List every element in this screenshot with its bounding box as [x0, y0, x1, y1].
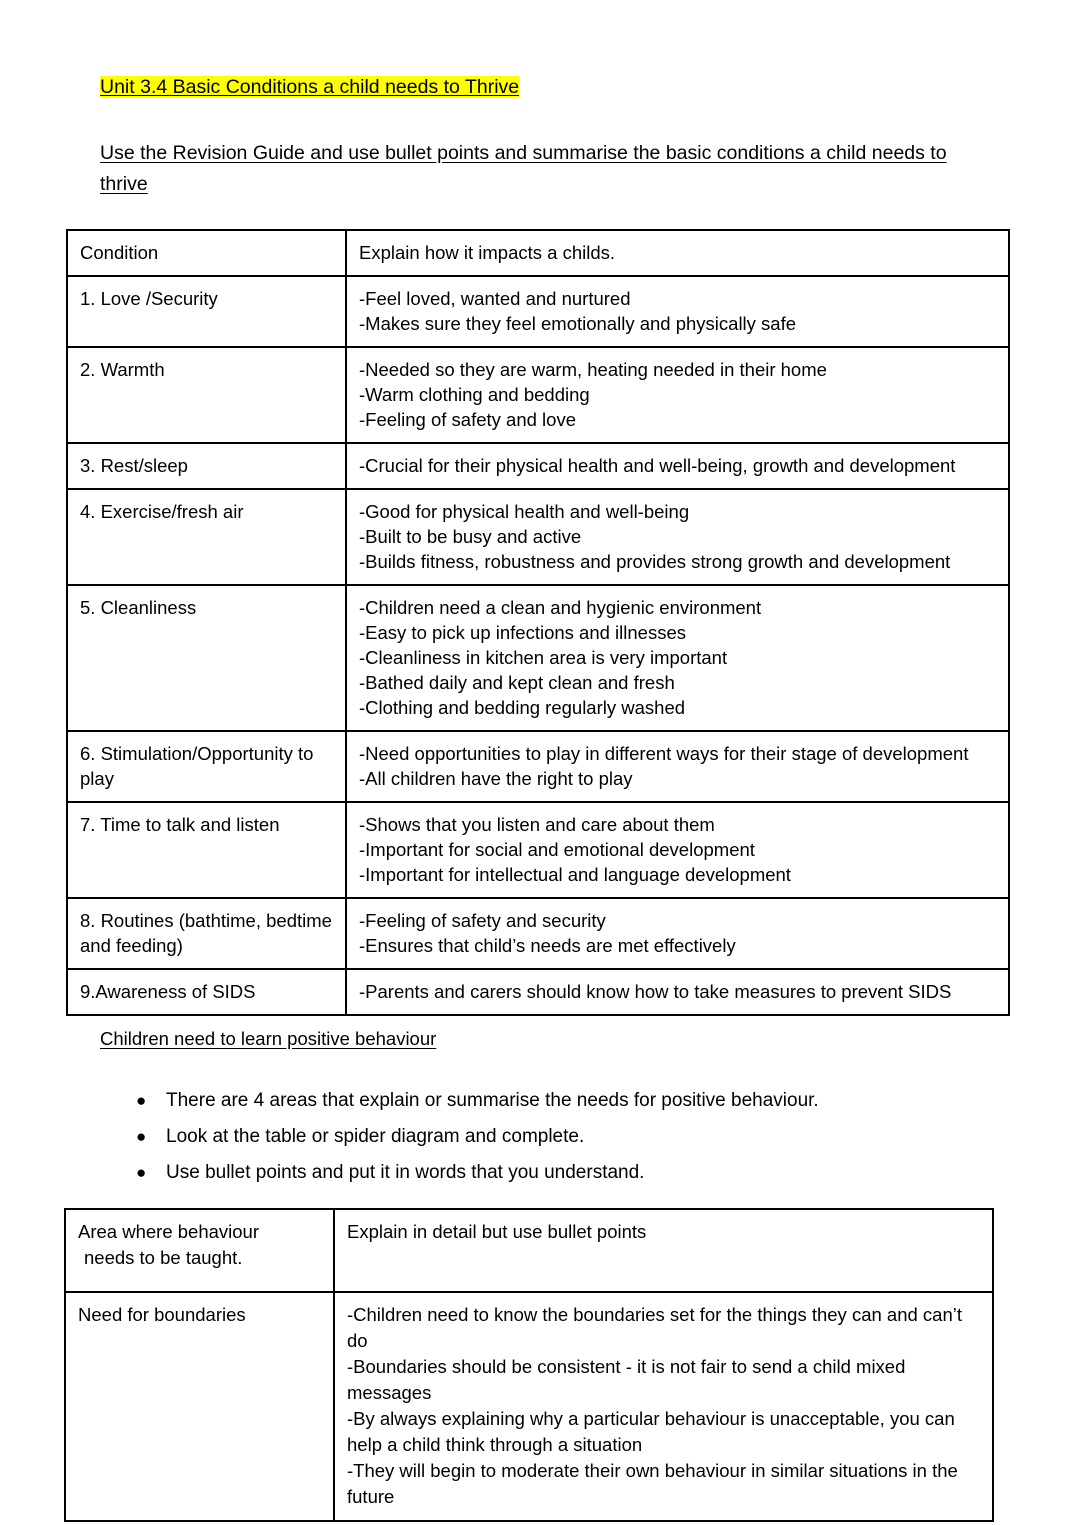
conditions-table — [66, 229, 1010, 1016]
condition-name: 8. Routines (bathtime, bedtime and feeding) — [67, 898, 346, 969]
bullet-dot-icon: ● — [136, 1163, 147, 1182]
table-row — [67, 731, 1009, 802]
table-row — [67, 276, 1009, 347]
impact-line: -Builds fitness, robustness and provides strong growth and development — [359, 551, 951, 572]
condition-name: 6. Stimulation/Opportunity to play — [67, 731, 346, 802]
intro-instruction: Use the Revision Guide and use bullet points and summarise the basic conditions a child needs to thrive — [100, 142, 947, 195]
page-title: Unit 3.4 Basic Conditions a child needs to Thrive — [100, 76, 520, 98]
detail-line: -By always explaining why a particular behaviour is unacceptable, you can help a child think through a situation — [347, 1408, 960, 1455]
impact-line: -Built to be busy and active — [359, 526, 582, 547]
condition-impact — [346, 489, 1009, 585]
behaviour-table — [64, 1208, 994, 1522]
list-item-label: There are 4 areas that explain or summarise the needs for positive behaviour. — [166, 1090, 819, 1111]
instruction-bullet-list — [136, 1088, 986, 1196]
list-item-label: Use bullet points and put it in words that you understand. — [166, 1162, 645, 1183]
list-item — [136, 1124, 986, 1150]
table-row — [67, 443, 1009, 489]
impact-line: -All children have the right to play — [359, 768, 633, 789]
table-header-row — [65, 1209, 993, 1292]
table-row — [65, 1292, 993, 1521]
list-item-label: Look at the table or spider diagram and complete. — [166, 1126, 585, 1147]
condition-impact — [346, 969, 1009, 1015]
condition-impact — [346, 443, 1009, 489]
table-header-row — [67, 230, 1009, 276]
detail-line: -Boundaries should be consistent - it is not fair to send a child mixed messages — [347, 1356, 911, 1403]
condition-name: 4. Exercise/fresh air — [67, 489, 346, 585]
subheading-container — [100, 1026, 436, 1052]
condition-name: 2. Warmth — [67, 347, 346, 443]
behaviour-detail — [334, 1292, 993, 1521]
impact-line: -Clothing and bedding regularly washed — [359, 697, 686, 718]
impact-line: -Feeling of safety and love — [359, 409, 576, 430]
column-header-area-line: needs to be taught. — [84, 1247, 243, 1268]
condition-impact — [346, 731, 1009, 802]
impact-line: -Bathed daily and kept clean and fresh — [359, 672, 675, 693]
column-header-detail: Explain in detail but use bullet points — [334, 1209, 993, 1292]
impact-line: -Feel loved, wanted and nurtured — [359, 288, 631, 309]
impact-line: -Warm clothing and bedding — [359, 384, 590, 405]
behaviour-area-name: Need for boundaries — [65, 1292, 334, 1521]
column-header-condition: Condition — [67, 230, 346, 276]
table-row — [67, 347, 1009, 443]
condition-impact — [346, 898, 1009, 969]
impact-line: -Important for social and emotional development — [359, 839, 755, 860]
column-header-area — [65, 1209, 334, 1292]
impact-line: -Easy to pick up infections and illnesses — [359, 622, 687, 643]
table-row — [67, 898, 1009, 969]
column-header-area-line: Area where behaviour — [78, 1221, 259, 1242]
condition-name: 5. Cleanliness — [67, 585, 346, 731]
condition-name: 3. Rest/sleep — [67, 443, 346, 489]
condition-name: 9.Awareness of SIDS — [67, 969, 346, 1015]
bullet-dot-icon: ● — [136, 1091, 147, 1110]
detail-line: -They will begin to moderate their own behaviour in similar situations in the future — [347, 1460, 963, 1507]
detail-line: -Children need to know the boundaries set for the things they can and can’t do — [347, 1304, 968, 1351]
condition-name: 7. Time to talk and listen — [67, 802, 346, 898]
condition-impact — [346, 276, 1009, 347]
impact-line: -Cleanliness in kitchen area is very important — [359, 647, 728, 668]
impact-line: -Need opportunities to play in different ways for their stage of development — [359, 743, 969, 764]
impact-line: -Ensures that child’s needs are met effectively — [359, 935, 736, 956]
table-row — [67, 969, 1009, 1015]
page-title-container — [100, 74, 519, 100]
column-header-impact: Explain how it impacts a childs. — [346, 230, 1009, 276]
condition-impact — [346, 802, 1009, 898]
condition-impact — [346, 585, 1009, 731]
impact-line: -Parents and carers should know how to take measures to prevent SIDS — [359, 981, 952, 1002]
impact-line: -Needed so they are warm, heating needed in their home — [359, 359, 827, 380]
impact-line: -Children need a clean and hygienic environment — [359, 597, 762, 618]
bullet-dot-icon: ● — [136, 1127, 147, 1146]
impact-line: -Crucial for their physical health and well-being, growth and development — [359, 455, 956, 476]
impact-line: -Feeling of safety and security — [359, 910, 606, 931]
table-row — [67, 489, 1009, 585]
impact-line: -Good for physical health and well-being — [359, 501, 690, 522]
list-item — [136, 1160, 986, 1186]
subheading: Children need to learn positive behaviour — [100, 1028, 437, 1049]
condition-name: 1. Love /Security — [67, 276, 346, 347]
impact-line: -Important for intellectual and language development — [359, 864, 791, 885]
condition-impact — [346, 347, 1009, 443]
list-item — [136, 1088, 986, 1114]
impact-line: -Makes sure they feel emotionally and physically safe — [359, 313, 797, 334]
table-row — [67, 585, 1009, 731]
intro-instruction-container — [100, 138, 980, 200]
table-row — [67, 802, 1009, 898]
impact-line: -Shows that you listen and care about them — [359, 814, 715, 835]
